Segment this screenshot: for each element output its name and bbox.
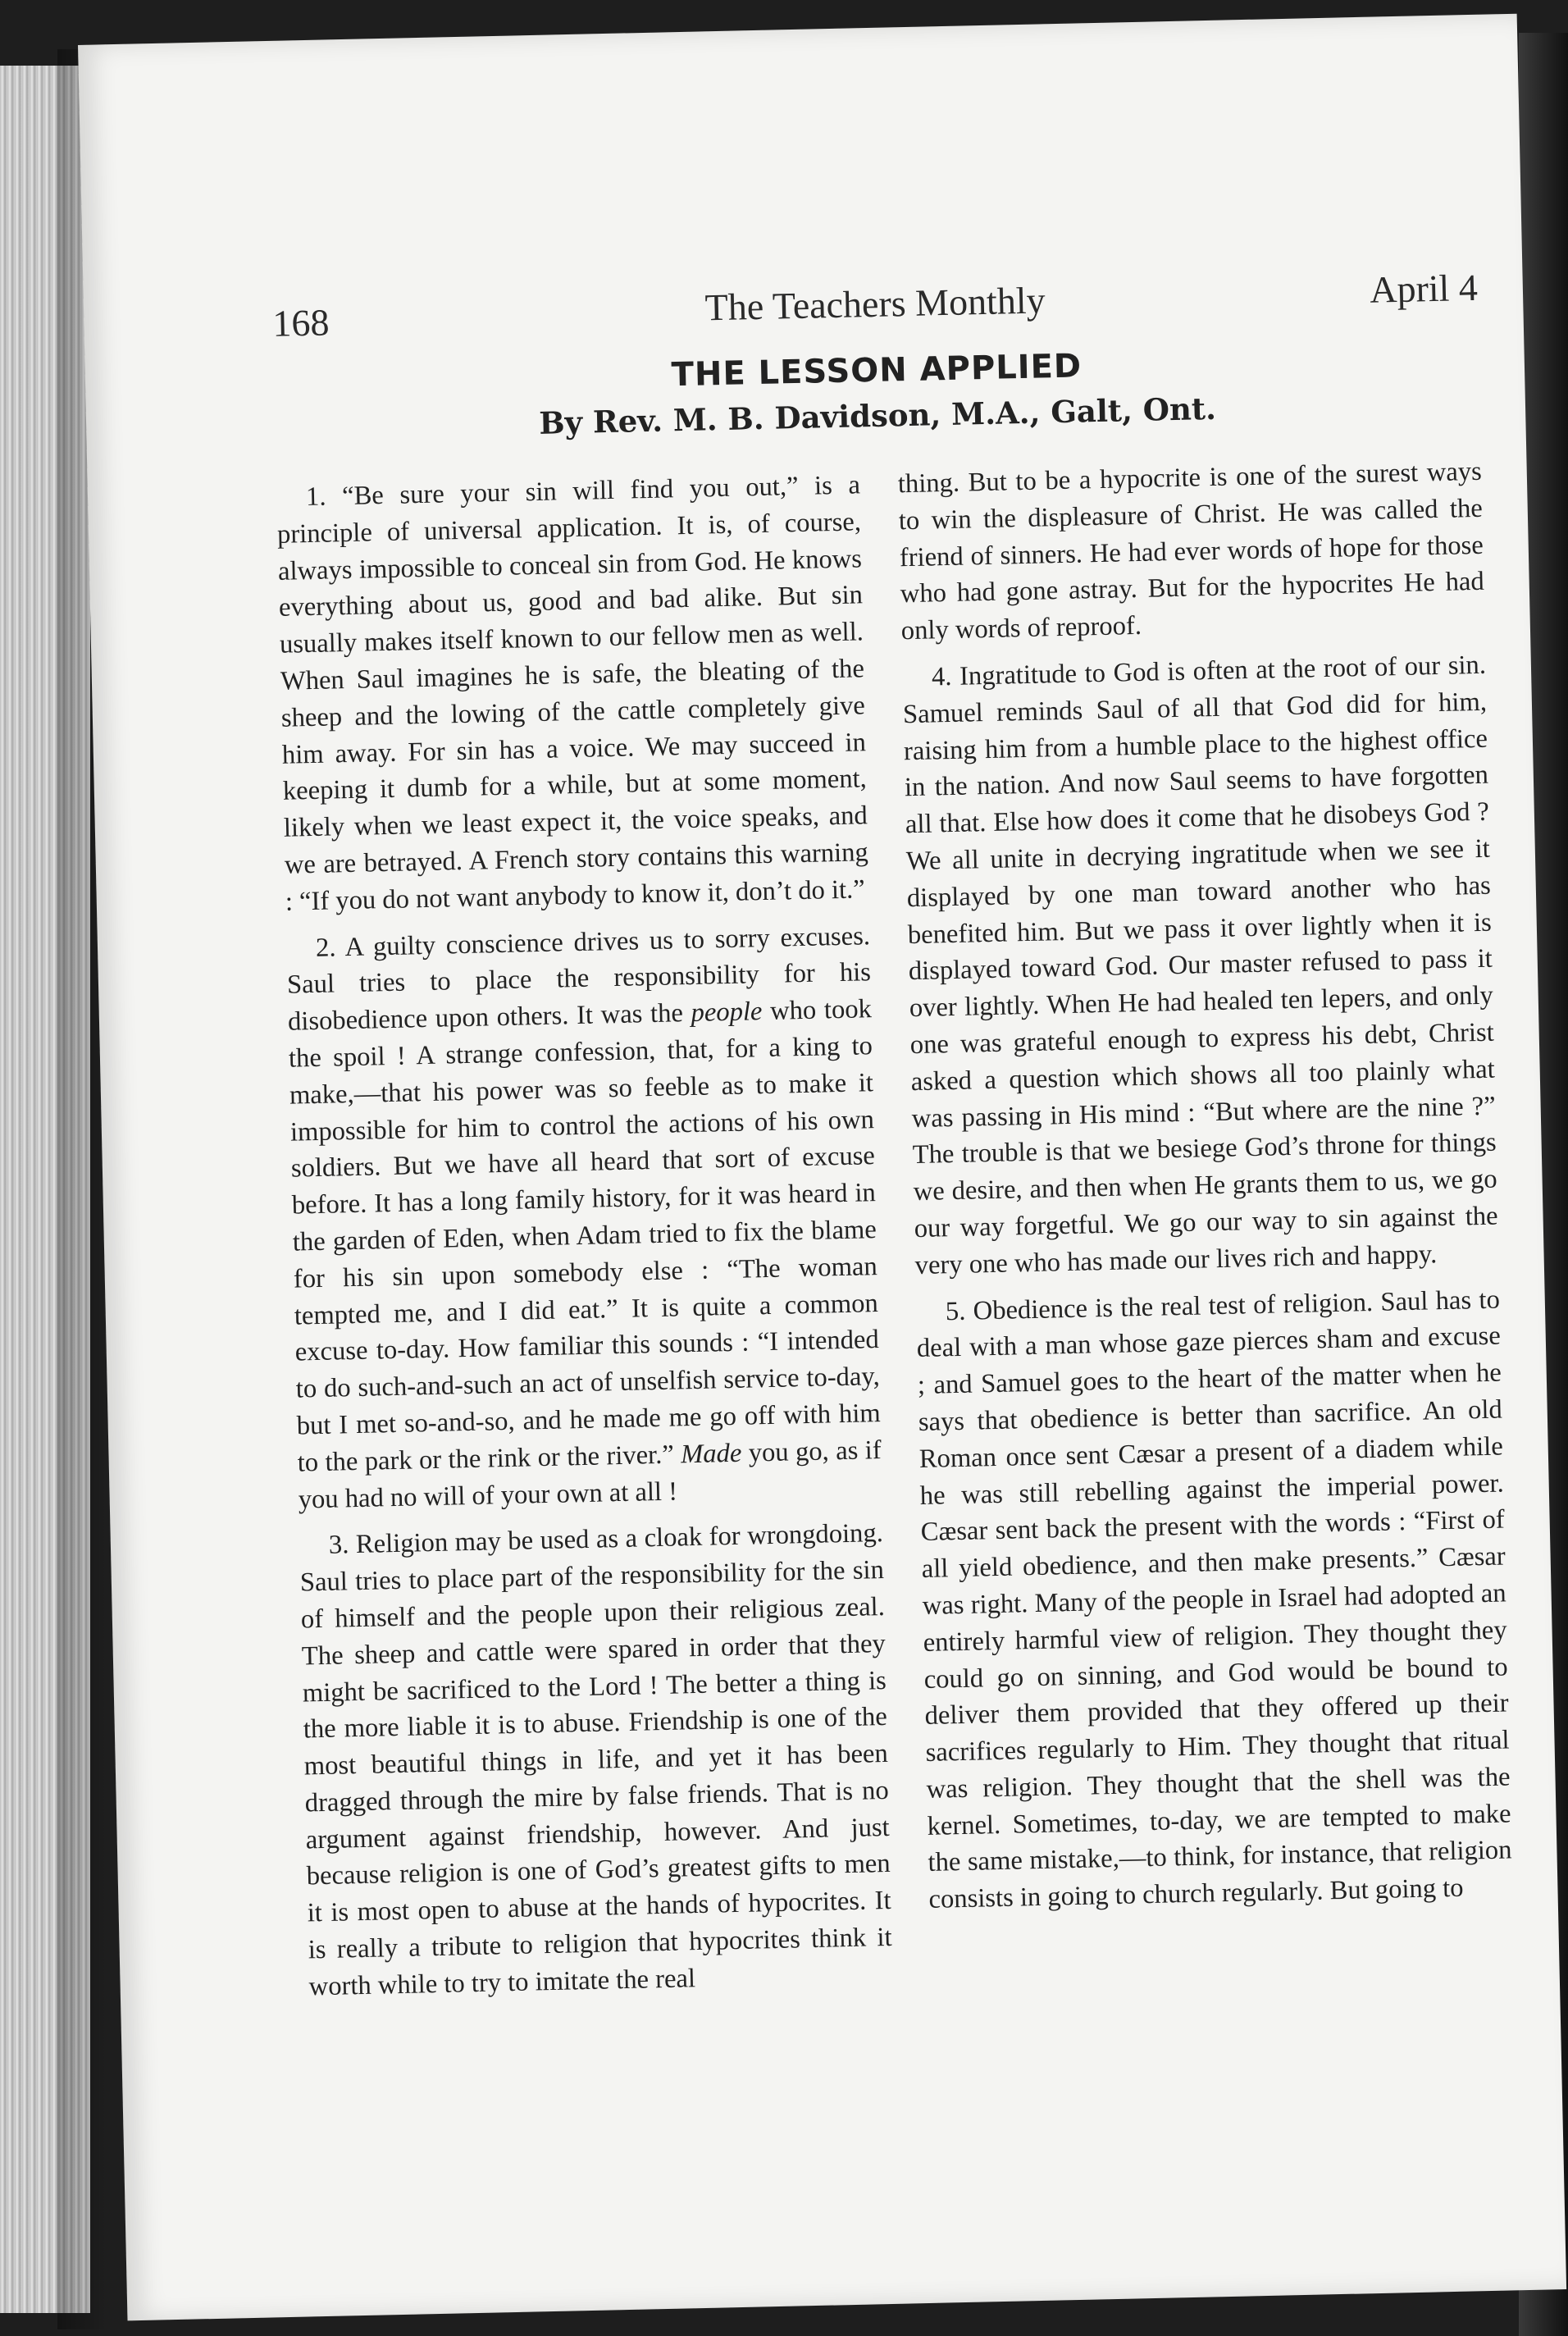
paragraph-2-part-a: 2. A guilty conscience drives us to sorry excuses. Saul tries to place the responsibility for his disobedience upon others. It was the (286, 920, 872, 1037)
paragraph-1: 1. “Be sure your sin will find you out,” is a principle of universal application. It is, of course, always impossible to conceal sin from God. He knows everything about us, good and bad alike. But sin usually makes itself known to our fellow men as well. When Saul imagines he is safe, the bleating of the sheep and the lowing of the cattle completely give him away. For sin has a voice. We may succeed in keeping it dumb for a while, but at some moment, likely when we least expect it, the voice speaks, and we are betrayed. A French story contains this warning : “If you do not want anybody to know it, don’t do it.” (276, 470, 869, 917)
article-byline: By Rev. M. B. Davidson, M.A., Galt, Ont. (538, 390, 1217, 441)
journal-title: The Teachers Monthly (704, 279, 1046, 329)
article-heading (274, 339, 1481, 447)
paragraph-2-part-b: who took the spoil ! A strange confession, that, for a king to make,—that his power was so feeble as to make it impossible for him to control the actions of his own soldiers. But we have all heard that sort of excuse before. It has a long family history, for it was heard in the garden of Eden, when Adam tried to fix the blame for his sin upon somebody else : “The woman tempted me, and I did eat.” It is quite a common excuse to-day. How familiar this sounds : “I intended to do such-and-such an act of unselfish service to-day, but I met so-and-so, and he made me go off with him to the park or the rink or the river.” (288, 994, 882, 1478)
paragraph-4: 4. Ingratitude to God is often at the root of our sin. Samuel reminds Saul of all that God did for him, raising him from a humble place to the highest office in the nation. And now Saul seems to have forgotten all that. Else how does it come that he disobeys God ? We all unite in decrying ingratitude when we see it displayed by one man toward another who has benefited him. But we pass it over lightly when it is displayed toward God. Our master refused to pass it over lightly. When He had healed ten lepers, and only one was grateful enough to express his debt, Christ asked a question which shows all too plainly what was passing in His mind : “But where are the nine ?” The trouble is that we besiege God’s throne for things we desire, and then when He grants them to us, we go our way forgetful. We go our way to sin against the very one who has made our lives rich and happy. (902, 650, 1498, 1280)
book-page (78, 14, 1566, 2321)
page-number: 168 (271, 301, 330, 344)
paragraph-3: 3. Religion may be used as a cloak for wrongdoing. Saul tries to place part of the responsibility for the sin of himself and the people upon their religious zeal. The sheep and cattle were spared in order that they might be sacrificed to the Lord ! The better a thing is the more liable it is to abuse. Friendship is one of the most beautiful things in life, and yet it has been dragged through the mire by false friends. That is no argument against friendship, however. And just because religion is one of God’s greatest gifts to men it is most open to abuse at the hands of hypocrites. It is really a tribute to religion that hypocrites think it worth while to try to imitate the real (299, 1518, 892, 2002)
left-column (276, 467, 898, 2201)
paragraph-3-continued: thing. But to be a hypocrite is one of the surest ways to win the displeasure of Christ. He was called the friend of sinners. He had ever words of hope for those who had gone astray. But for the hypocrites He had only words of reproof. (897, 456, 1485, 646)
paragraph-5: 5. Obedience is the real test of religion. Saul has to deal with a man whose gaze pierces sham and excuse ; and Samuel goes to the heart of the matter when he says that obedience is better than sacrifice. An old Roman once sent Cæsar a present of a diadem while he was still rebelling against the imperial power. Cæsar sent back the present with the words : “First of all yield obedience, and then make presents.” Cæsar was right. Many of the people in Israel had adopted an entirely harmful view of religion. They thought they could go on sinning, and God would be bound to deliver them provided that they offered up their sacrifices regularly to Him. They thought that ritual was religion. They thought that the shell was the kernel. Sometimes, to-day, we are tempted to make the same mistake,—to think, for instance, that religion consists in going to church regularly. But going to (916, 1284, 1512, 1915)
paragraph-2 (286, 918, 882, 1518)
right-column (897, 454, 1519, 2188)
issue-date: April 4 (1369, 266, 1479, 311)
article-title: THE LESSON APPLIED (671, 347, 1083, 395)
text-columns (276, 454, 1519, 2202)
emphasis-people: people (691, 997, 763, 1029)
paragraph-2-part-c: you go, as if you had no will of your own at all ! (298, 1435, 882, 1515)
running-head (271, 261, 1478, 353)
emphasis-made: Made (680, 1438, 742, 1470)
